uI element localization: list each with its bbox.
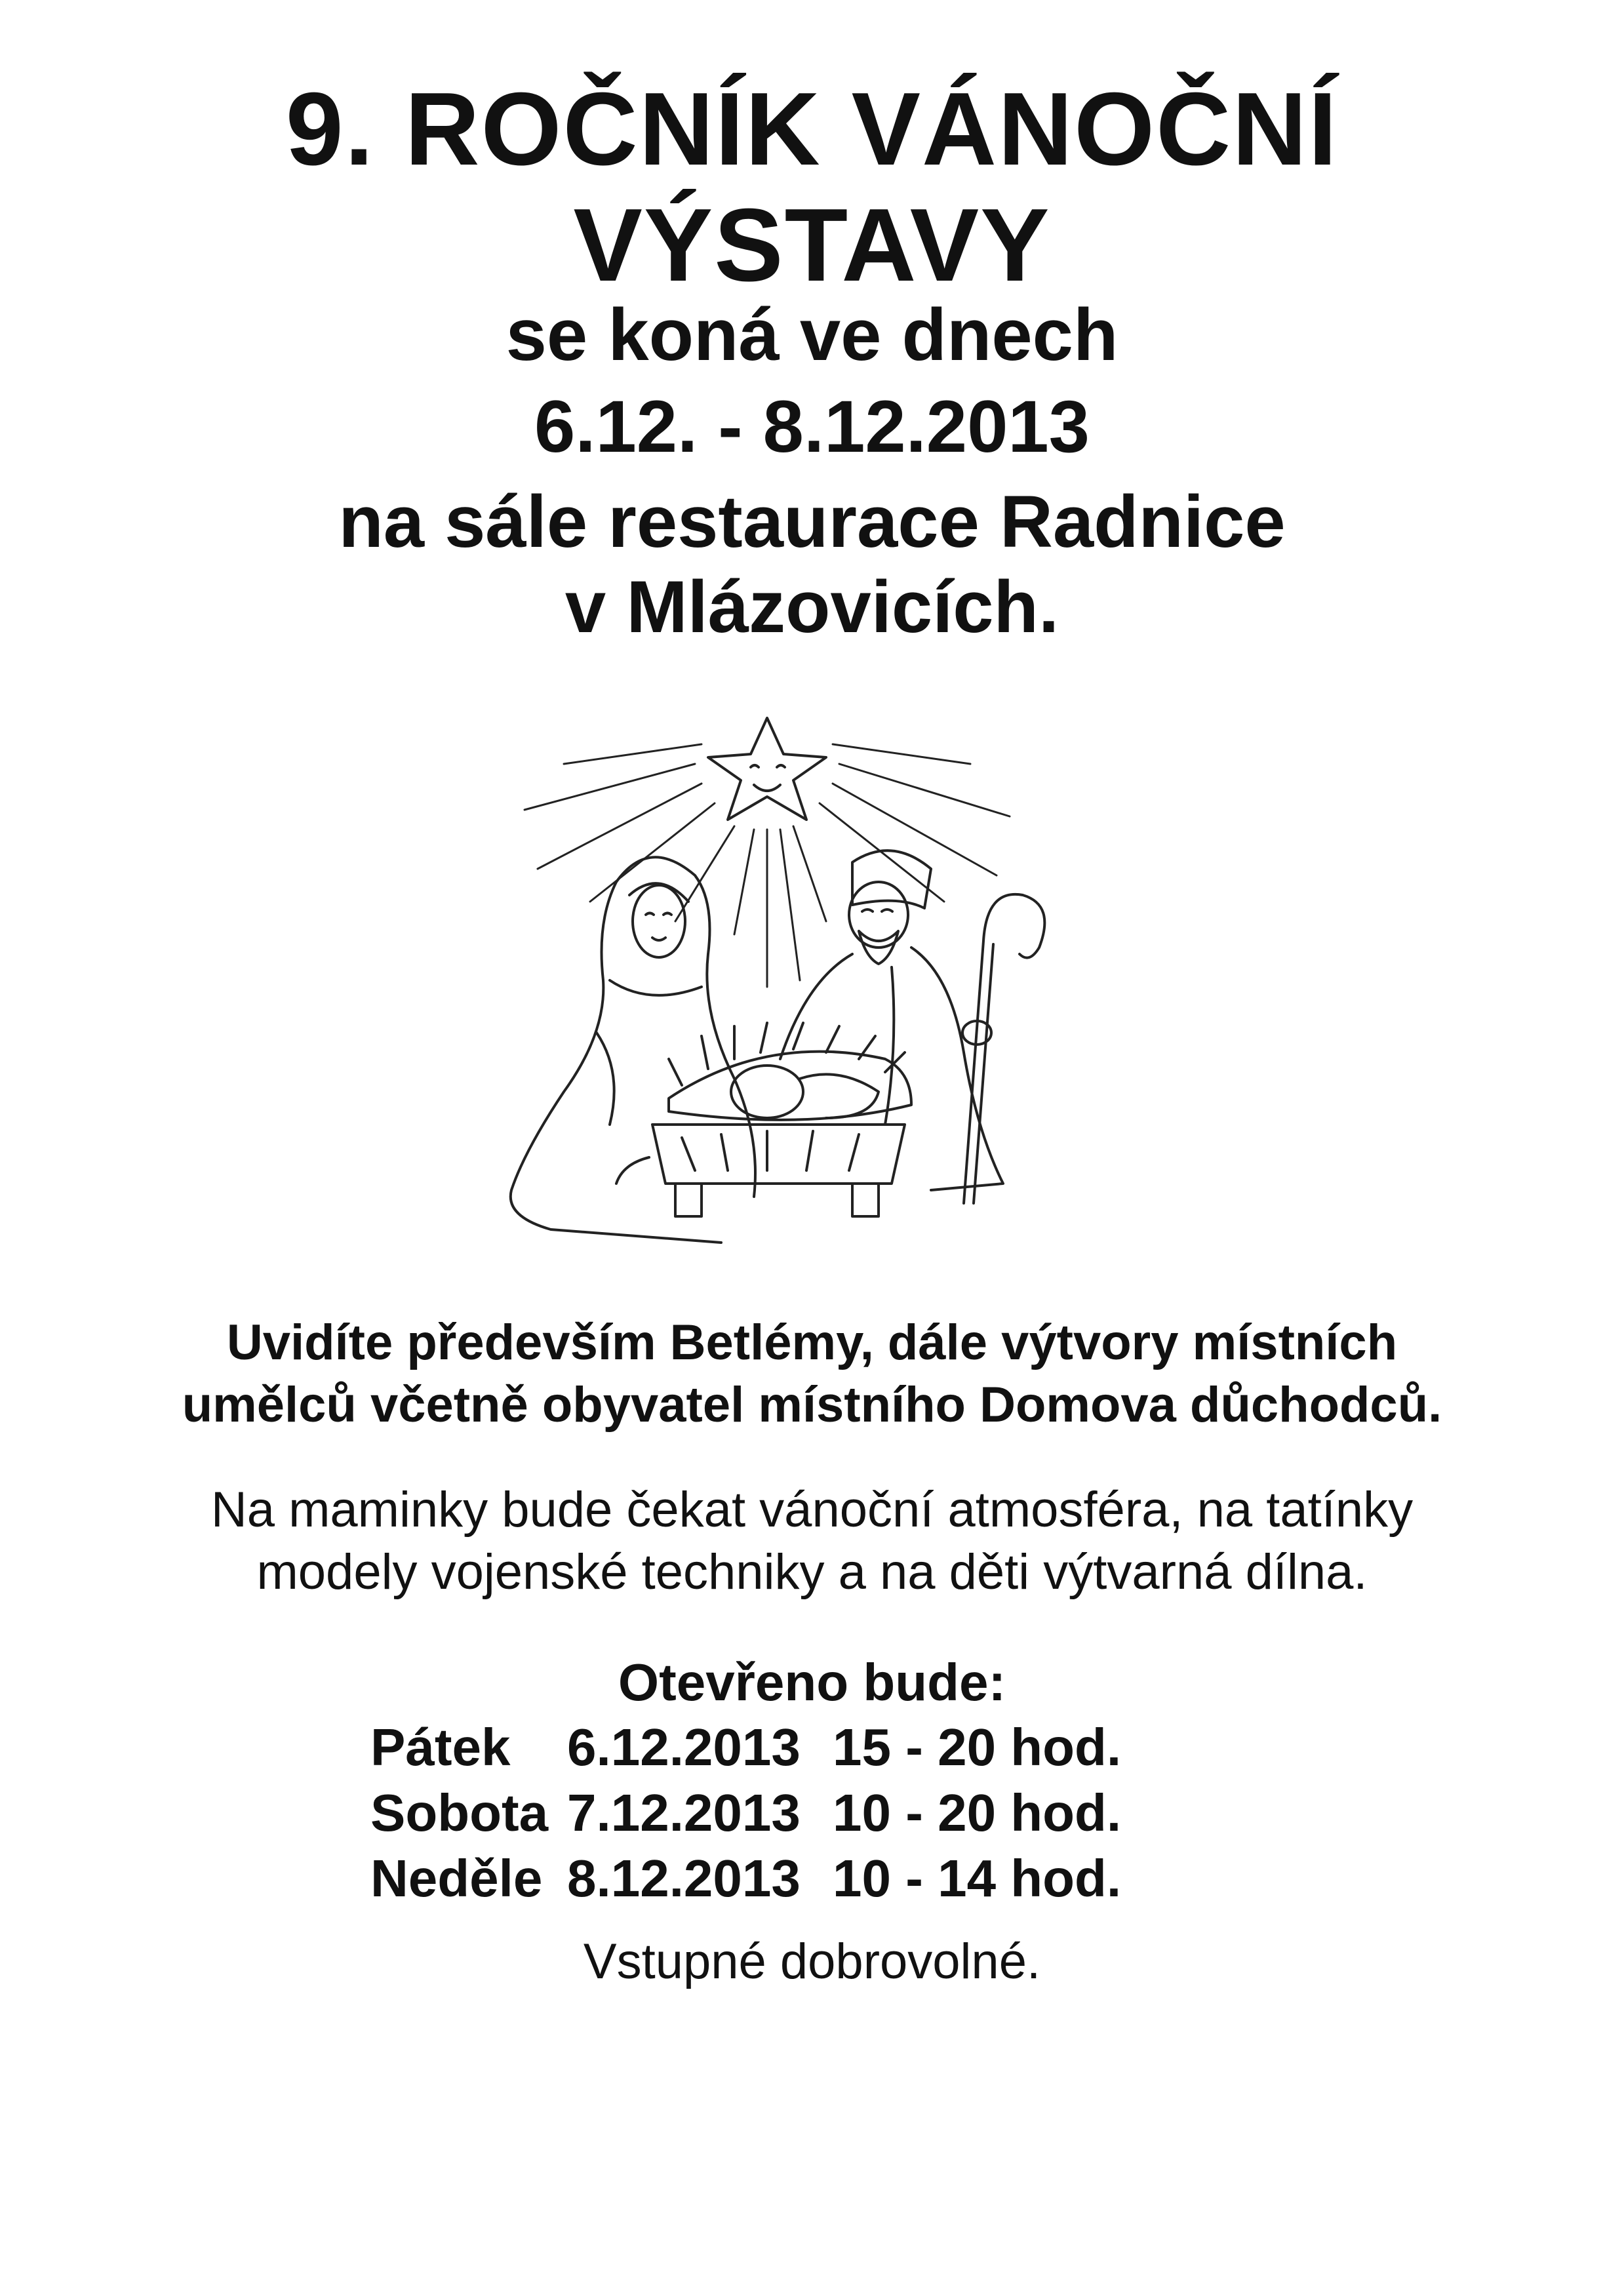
- subtitle-line-1: se koná ve dnech: [505, 294, 1119, 376]
- opening-row: [370, 1846, 1174, 1911]
- opening-row: [370, 1715, 1174, 1780]
- opening-time: 15 - 20 hod.: [833, 1718, 1122, 1776]
- opening-time: 10 - 20 hod.: [833, 1784, 1122, 1842]
- exhibits-line-2: umělců včetně obyvatel místního Domova důchodců.: [182, 1377, 1442, 1433]
- opening-date: 8.12.2013: [567, 1849, 801, 1907]
- exhibits-line-1: Uvidíte především Betlémy, dále výtvory místních: [226, 1315, 1398, 1370]
- title-line-2: VÝSTAVY: [573, 188, 1051, 303]
- subtitle-town: v Mlázovicích.: [564, 566, 1060, 648]
- nativity-scene-icon: [485, 705, 1095, 1275]
- star-rays: [525, 744, 1010, 987]
- manger-icon: [616, 1023, 911, 1216]
- star-icon: [708, 718, 826, 820]
- title-line-1: 9. ROČNÍK VÁNOČNÍ: [285, 71, 1339, 187]
- activities-line-1: Na maminky bude čekat vánoční atmosféra, na tatínky: [210, 1482, 1414, 1538]
- opening-row: [370, 1780, 1174, 1846]
- admission-note: Vstupné dobrovolné.: [583, 1934, 1041, 1989]
- opening-hours-table: [370, 1715, 1174, 1911]
- subtitle-venue: na sále restaurace Radnice: [338, 481, 1286, 563]
- subtitle-dates: 6.12. - 8.12.2013: [534, 386, 1090, 468]
- opening-date: 7.12.2013: [567, 1784, 801, 1842]
- opening-hours-heading: Otevřeno bude:: [618, 1653, 1006, 1711]
- opening-time: 10 - 14 hod.: [833, 1849, 1122, 1907]
- opening-day: Sobota: [370, 1784, 549, 1842]
- opening-day: Neděle: [370, 1849, 543, 1907]
- opening-day: Pátek: [370, 1718, 511, 1776]
- activities-line-2: modely vojenské techniky a na děti výtvarná dílna.: [256, 1544, 1368, 1600]
- opening-date: 6.12.2013: [567, 1718, 801, 1776]
- exhibits-description: [0, 1311, 1624, 1436]
- activities-description: [0, 1479, 1624, 1603]
